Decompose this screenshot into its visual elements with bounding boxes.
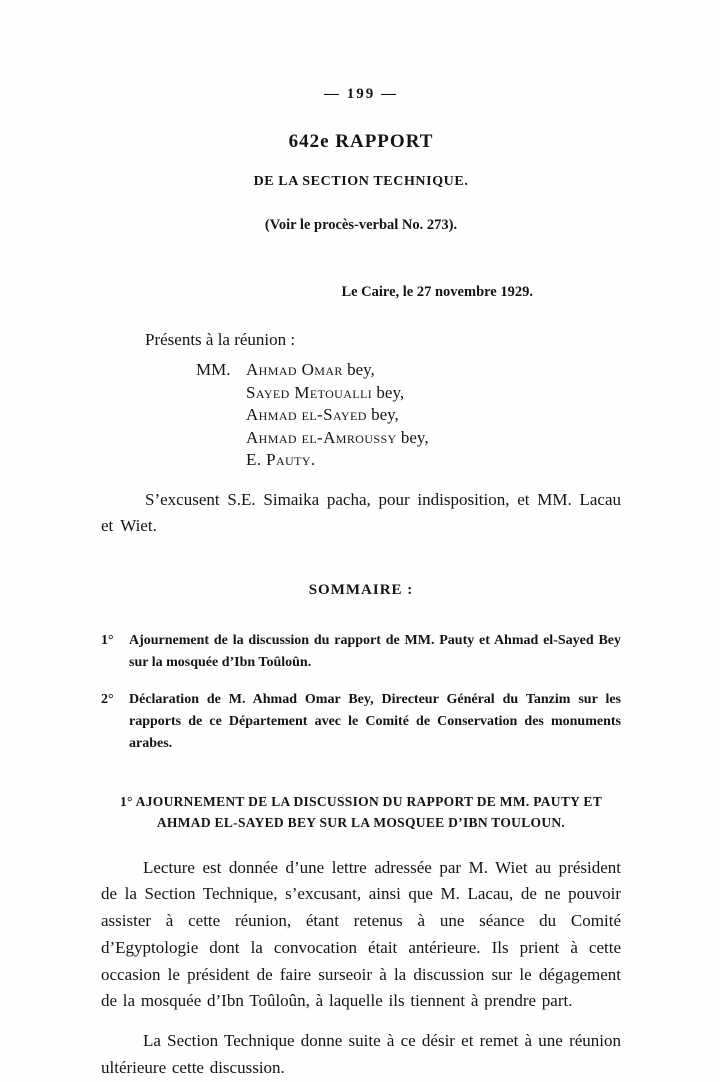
attendee-name: Ahmad el-Sayed <box>246 405 367 424</box>
attendee-list <box>196 359 621 472</box>
attendees-prefix-spacer <box>196 382 246 405</box>
sommaire-item-text: Déclaration de M. Ahmad Omar Bey, Directeur Général du Tanzim sur les rapports de ce Département avec le Comité de Conservation des monuments arabes. <box>129 691 621 751</box>
attendee-name: Ahmad el-Amroussy <box>246 427 397 447</box>
attendee-suffix: bey, <box>342 360 375 379</box>
attendee-suffix: bey, <box>372 382 405 402</box>
attendees-prefix: MM. <box>196 360 231 379</box>
sommaire-item-text: Ajournement de la discussion du rapport de MM. Pauty et Ahmad el-Sayed Bey sur la mosquée d’Ibn Toûloûn. <box>129 632 621 670</box>
body-paragraph: La Section Technique donne suite à ce désir et remet à une réunion ultérieure cette discussion. <box>101 1031 621 1078</box>
sommaire-item <box>101 630 621 674</box>
sommaire-item <box>101 689 621 755</box>
sommaire-item-number: 2° <box>101 691 114 707</box>
attendee-name: E. Pauty <box>246 450 311 469</box>
attendees-prefix-spacer <box>196 404 246 427</box>
attendee-row <box>196 359 621 382</box>
attendee-row <box>196 449 621 472</box>
dateline: Le Caire, le 27 novembre 1929. <box>341 284 533 300</box>
report-subtitle: DE LA SECTION TECHNIQUE. <box>253 174 469 189</box>
attendee-row <box>196 382 621 405</box>
presents-intro: Présents à la réunion : <box>145 330 296 349</box>
sommaire-list <box>101 630 621 755</box>
attendee-row <box>196 427 621 450</box>
attendee-suffix: bey, <box>366 405 399 424</box>
attendee-suffix: bey, <box>396 427 429 447</box>
body-paragraph: Lecture est donnée d’une lettre adressée par M. Wiet au président de la Section Technique, s’excusant, ainsi que M. Lacau, de ne pouvoir assister à cette réunion, étant retenus à une séance du Comité d’Egyptologie dont la convocation était antérieure. Ils prient à cette occasion le président de faire surseoir à la discussion sur le dégagement de la mosquée d’Ibn Toûloûn, à laquelle ils tiennent à prendre part. <box>101 857 621 1011</box>
reference-note: (Voir le procès-verbal No. 273). <box>264 217 458 233</box>
page-number: — 199 — <box>324 86 398 102</box>
attendee-name: Ahmad Omar <box>246 360 343 379</box>
attendee-row <box>196 404 621 427</box>
sommaire-heading: SOMMAIRE : <box>308 581 414 598</box>
report-title: 642e RAPPORT <box>288 131 434 152</box>
attendees-prefix-spacer <box>196 427 246 450</box>
attendees-prefix-spacer <box>196 449 246 472</box>
excuses-paragraph: S’excusent S.E. Simaika pacha, pour indisposition, et MM. Lacau et Wiet. <box>101 489 621 535</box>
attendee-name: Sayed Metoualli <box>246 382 373 402</box>
attendee-suffix: . <box>310 450 316 469</box>
section-heading: 1° AJOURNEMENT DE LA DISCUSSION DU RAPPORT DE MM. PAUTY ET AHMAD EL-SAYED BEY SUR LA MOSQUEE D’IBN TOULOUN. <box>120 793 602 830</box>
sommaire-item-number: 1° <box>101 632 114 648</box>
